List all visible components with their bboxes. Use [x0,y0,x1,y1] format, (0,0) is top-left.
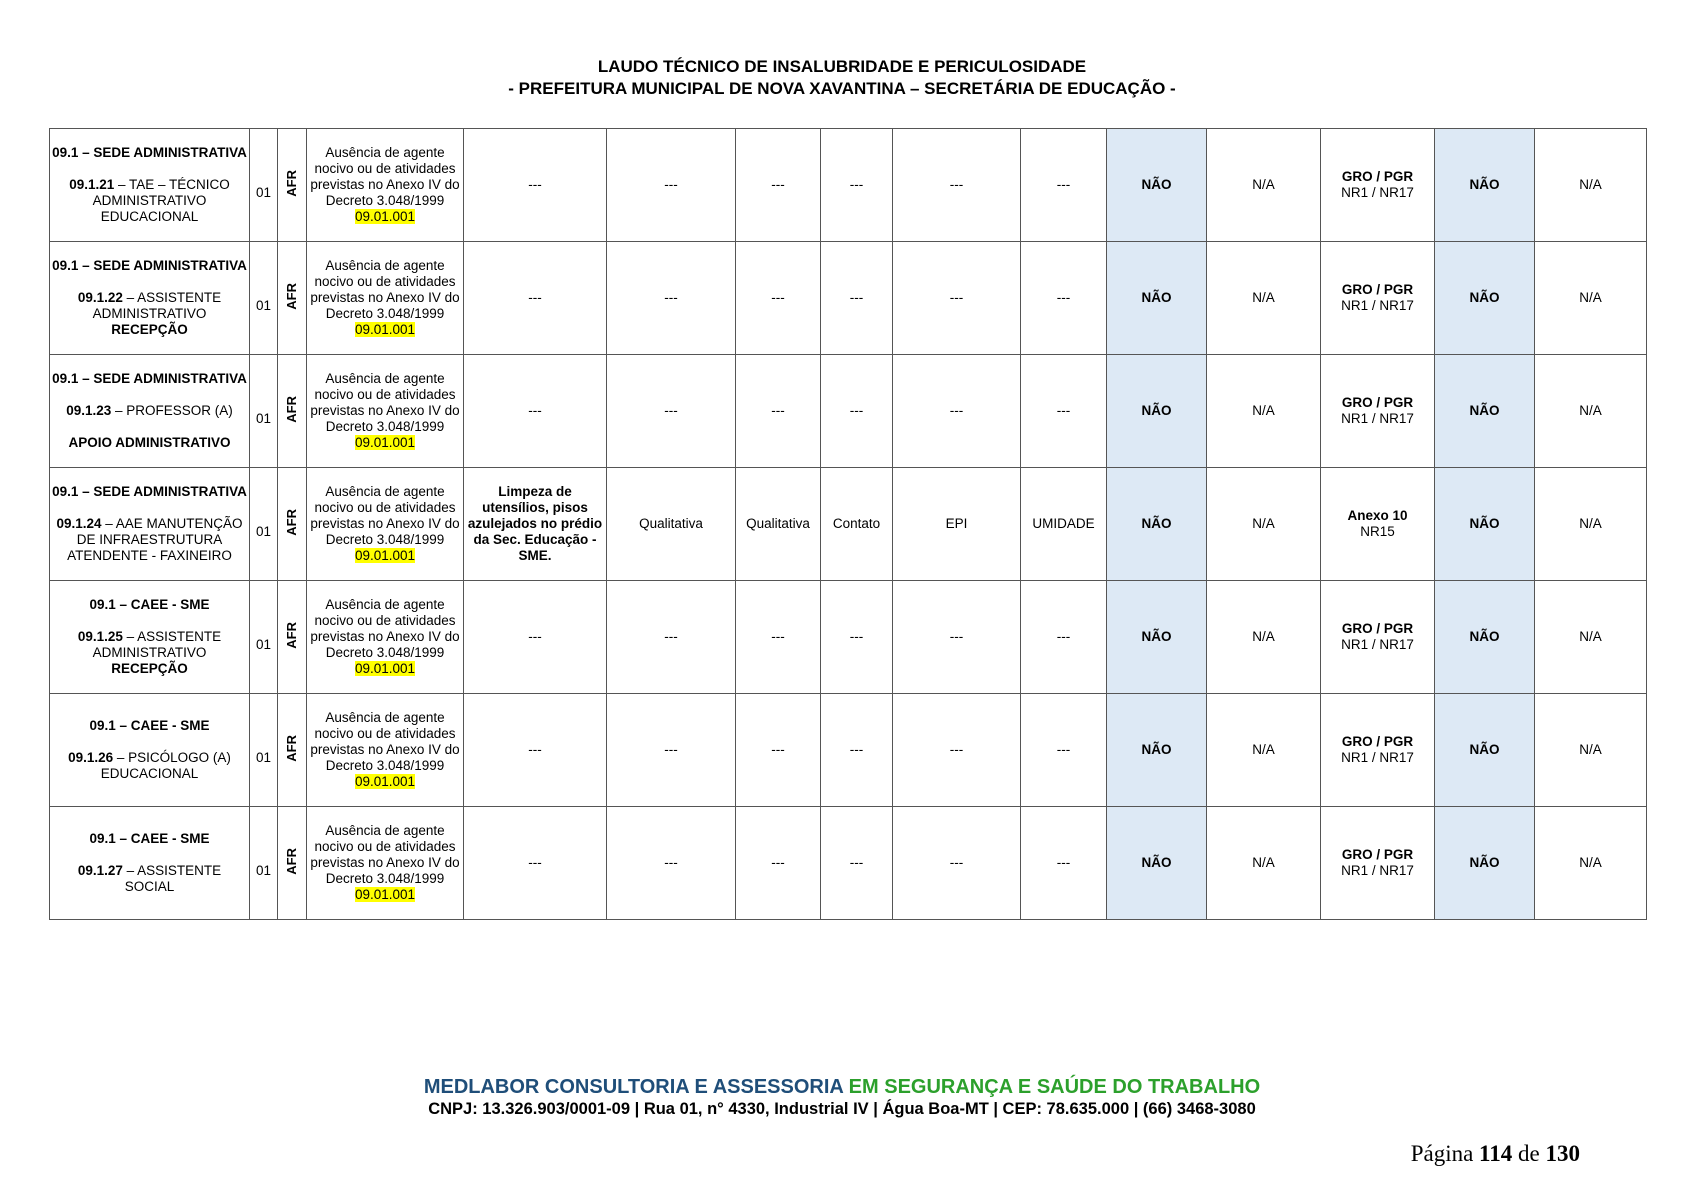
role-cell [50,242,250,355]
agent-code: 09.01.001 [354,774,416,789]
protection-cell: EPI [893,468,1021,581]
afr-cell [278,581,307,694]
agent-description: Ausência de agente nocivo ou de atividades previstas no Anexo IV do Decreto 3.048/1999 [310,597,460,660]
agent-cell [307,355,464,468]
header-title: LAUDO TÉCNICO DE INSALUBRIDADE E PERICULOSIDADE [597,57,1087,76]
quantity-cell: 01 [250,242,278,355]
insalubrity-degree: N/A [1207,581,1321,694]
role-cell [50,468,250,581]
activity-cell: --- [464,355,607,468]
evaluation-cell: --- [607,581,736,694]
table-row [50,242,1647,355]
agent-cell [307,694,464,807]
agent-type-cell: --- [1021,355,1107,468]
document-header [0,56,1684,100]
page-number: Página 114 de 130 [1410,1141,1580,1166]
role-code: 09.1.27 [77,863,123,878]
agent-code: 09.01.001 [354,887,416,902]
reference-line-1: GRO / PGR [1341,282,1414,297]
role-name: – ASSISTENTE ADMINISTRATIVO [92,629,222,660]
role-cell [50,581,250,694]
agent-type-cell: --- [1021,807,1107,920]
protection-cell: --- [893,807,1021,920]
afr-label: AFR [284,621,299,649]
agent-description: Ausência de agente nocivo ou de atividades previstas no Anexo IV do Decreto 3.048/1999 [310,145,460,208]
periculosity-degree: N/A [1535,468,1647,581]
periculosity-status: NÃO [1435,129,1535,242]
role-code: 09.1.22 [77,290,123,305]
periculosity-degree: N/A [1535,129,1647,242]
insalubrity-status: NÃO [1107,807,1207,920]
agent-description: Ausência de agente nocivo ou de atividades previstas no Anexo IV do Decreto 3.048/1999 [310,371,460,434]
role-code: 09.1.23 [66,403,112,418]
insalubrity-status: NÃO [1107,355,1207,468]
role-name: – PROFESSOR (A) [111,403,233,418]
role-name: – AAE MANUTENÇÃO DE INFRAESTRUTURA ATENDENTE - FAXINEIRO [67,516,243,563]
activity-cell: --- [464,242,607,355]
unit-name: 09.1 – SEDE ADMINISTRATIVA [52,371,247,386]
agent-cell [307,581,464,694]
periculosity-status: NÃO [1435,694,1535,807]
unit-name: 09.1 – CAEE - SME [89,718,210,733]
afr-label: AFR [284,734,299,762]
afr-label: AFR [284,282,299,310]
table-row [50,694,1647,807]
quantity-cell: 01 [250,468,278,581]
insalubrity-degree: N/A [1207,242,1321,355]
reference-line-1: GRO / PGR [1341,395,1414,410]
agent-type-cell: --- [1021,581,1107,694]
periculosity-degree: N/A [1535,581,1647,694]
reference-line-2: NR1 / NR17 [1341,185,1414,200]
quantity-cell: 01 [250,581,278,694]
table-row [50,807,1647,920]
reference-line-1: Anexo 10 [1347,508,1408,523]
header-subtitle: - PREFEITURA MUNICIPAL DE NOVA XAVANTINA – SECRETÁRIA DE EDUCAÇÃO - [508,79,1176,98]
agent-code: 09.01.001 [354,548,416,563]
unit-name: 09.1 – CAEE - SME [89,831,210,846]
role-name: – TAE – TÉCNICO ADMINISTRATIVO EDUCACIONAL [92,177,230,224]
protection-cell: --- [893,355,1021,468]
quantity-cell: 01 [250,694,278,807]
afr-label: AFR [284,395,299,423]
exposure-cell: --- [821,129,893,242]
exposure-cell: Contato [821,468,893,581]
evaluation-cell-2: --- [736,129,821,242]
insalubrity-degree: N/A [1207,468,1321,581]
evaluation-cell: Qualitativa [607,468,736,581]
reference-cell [1321,242,1435,355]
insalubrity-status: NÃO [1107,468,1207,581]
afr-cell [278,355,307,468]
evaluation-cell: --- [607,129,736,242]
periculosity-degree: N/A [1535,807,1647,920]
periculosity-status: NÃO [1435,581,1535,694]
agent-cell [307,807,464,920]
reference-cell [1321,581,1435,694]
periculosity-status: NÃO [1435,355,1535,468]
footer-address: CNPJ: 13.326.903/0001-09 | Rua 01, n° 4330, Industrial IV | Água Boa-MT | CEP: 78.635.000 | (66) 3468-3080 [428,1100,1256,1118]
table-row [50,129,1647,242]
footer-company-tagline: EM SEGURANÇA E SAÚDE DO TRABALHO [843,1076,1261,1098]
reference-line-1: GRO / PGR [1341,847,1414,862]
afr-label: AFR [284,847,299,875]
activity-cell: --- [464,807,607,920]
footer-company-name: MEDLABOR CONSULTORIA E ASSESSORIA [423,1076,844,1098]
role-cell [50,694,250,807]
evaluation-cell: --- [607,355,736,468]
table-row [50,468,1647,581]
footer-company [0,1076,1684,1099]
reference-line-2: NR15 [1360,524,1395,539]
insalubrity-status: NÃO [1107,129,1207,242]
table-row [50,581,1647,694]
unit-name: 09.1 – SEDE ADMINISTRATIVA [52,484,247,499]
insalubrity-status: NÃO [1107,242,1207,355]
periculosity-degree: N/A [1535,242,1647,355]
quantity-cell: 01 [250,807,278,920]
reference-line-2: NR1 / NR17 [1341,637,1414,652]
role-highlight: APOIO ADMINISTRATIVO [68,435,231,450]
periculosity-degree: N/A [1535,694,1647,807]
role-highlight: RECEPÇÃO [111,661,188,676]
reference-cell [1321,468,1435,581]
role-name: – PSICÓLOGO (A) EDUCACIONAL [100,750,231,781]
quantity-cell: 01 [250,129,278,242]
role-code: 09.1.24 [56,516,102,531]
agent-type-cell: --- [1021,242,1107,355]
agent-description: Ausência de agente nocivo ou de atividades previstas no Anexo IV do Decreto 3.048/1999 [310,484,460,547]
role-cell [50,355,250,468]
reference-line-2: NR1 / NR17 [1341,863,1414,878]
periculosity-status: NÃO [1435,807,1535,920]
afr-cell [278,694,307,807]
reference-cell [1321,129,1435,242]
evaluation-cell-2: --- [736,694,821,807]
exposure-cell: --- [821,807,893,920]
afr-cell [278,468,307,581]
agent-code: 09.01.001 [354,322,416,337]
exposure-cell: --- [821,242,893,355]
reference-cell [1321,807,1435,920]
insalubrity-degree: N/A [1207,355,1321,468]
role-code: 09.1.26 [68,750,114,765]
agent-cell [307,129,464,242]
exposure-cell: --- [821,694,893,807]
role-highlight: RECEPÇÃO [111,322,188,337]
table-row [50,355,1647,468]
afr-cell [278,242,307,355]
periculosity-status: NÃO [1435,242,1535,355]
exposure-cell: --- [821,581,893,694]
laudo-table [49,128,1647,920]
reference-cell [1321,355,1435,468]
reference-cell [1321,694,1435,807]
role-code: 09.1.21 [69,177,115,192]
reference-line-2: NR1 / NR17 [1341,750,1414,765]
reference-line-2: NR1 / NR17 [1341,411,1414,426]
agent-code: 09.01.001 [354,661,416,676]
exposure-cell: --- [821,355,893,468]
agent-cell [307,242,464,355]
activity-cell: --- [464,129,607,242]
unit-name: 09.1 – SEDE ADMINISTRATIVA [52,145,247,160]
reference-line-2: NR1 / NR17 [1341,298,1414,313]
reference-line-1: GRO / PGR [1341,169,1414,184]
evaluation-cell-2: --- [736,242,821,355]
afr-cell [278,807,307,920]
agent-type-cell: UMIDADE [1021,468,1107,581]
evaluation-cell-2: --- [736,355,821,468]
agent-code: 09.01.001 [354,209,416,224]
agent-description: Ausência de agente nocivo ou de atividades previstas no Anexo IV do Decreto 3.048/1999 [310,823,460,886]
agent-code: 09.01.001 [354,435,416,450]
agent-description: Ausência de agente nocivo ou de atividades previstas no Anexo IV do Decreto 3.048/1999 [310,258,460,321]
protection-cell: --- [893,129,1021,242]
evaluation-cell: --- [607,694,736,807]
activity-cell: --- [464,581,607,694]
insalubrity-degree: N/A [1207,694,1321,807]
insalubrity-degree: N/A [1207,807,1321,920]
agent-cell [307,468,464,581]
protection-cell: --- [893,242,1021,355]
activity-cell: --- [464,694,607,807]
evaluation-cell-2: --- [736,581,821,694]
agent-type-cell: --- [1021,694,1107,807]
quantity-cell: 01 [250,355,278,468]
evaluation-cell-2: Qualitativa [736,468,821,581]
evaluation-cell: --- [607,807,736,920]
protection-cell: --- [893,581,1021,694]
afr-label: AFR [284,169,299,197]
evaluation-cell-2: --- [736,807,821,920]
reference-line-1: GRO / PGR [1341,621,1414,636]
periculosity-status: NÃO [1435,468,1535,581]
reference-line-1: GRO / PGR [1341,734,1414,749]
insalubrity-degree: N/A [1207,129,1321,242]
role-name: – ASSISTENTE SOCIAL [122,863,222,894]
afr-cell [278,129,307,242]
evaluation-cell: --- [607,242,736,355]
insalubrity-status: NÃO [1107,694,1207,807]
periculosity-degree: N/A [1535,355,1647,468]
insalubrity-status: NÃO [1107,581,1207,694]
role-code: 09.1.25 [77,629,123,644]
role-name: – ASSISTENTE ADMINISTRATIVO [92,290,222,321]
protection-cell: --- [893,694,1021,807]
activity-cell: Limpeza de utensílios, pisos azulejados no prédio da Sec. Educação - SME. [464,468,607,581]
afr-label: AFR [284,508,299,536]
unit-name: 09.1 – SEDE ADMINISTRATIVA [52,258,247,273]
unit-name: 09.1 – CAEE - SME [89,597,210,612]
agent-description: Ausência de agente nocivo ou de atividades previstas no Anexo IV do Decreto 3.048/1999 [310,710,460,773]
agent-type-cell: --- [1021,129,1107,242]
role-cell [50,129,250,242]
role-cell [50,807,250,920]
